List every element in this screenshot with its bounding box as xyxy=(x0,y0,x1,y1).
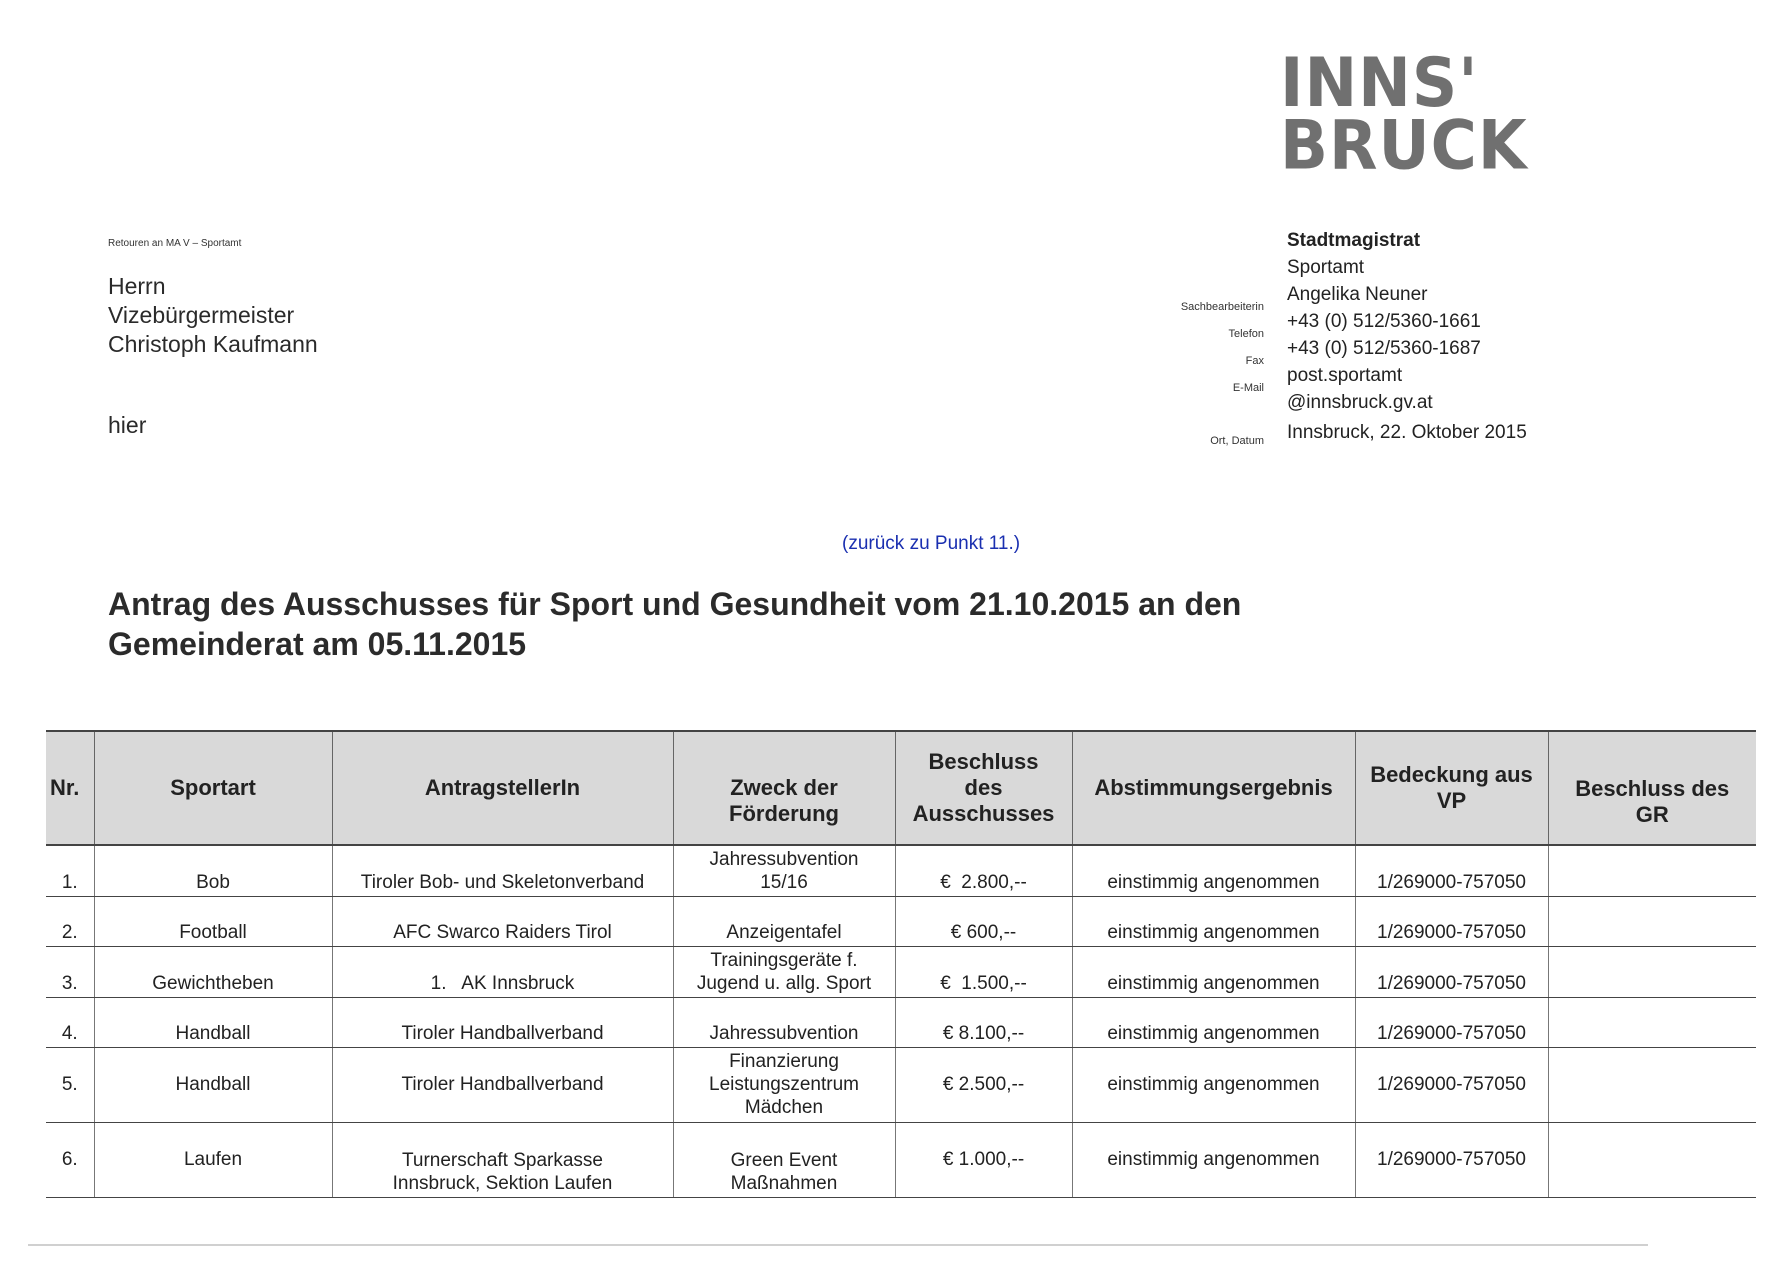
sender-fax: +43 (0) 512/5360-1687 xyxy=(1287,338,1481,359)
cell-vp: 1/269000-757050 xyxy=(1355,1048,1548,1123)
recipient-location: hier xyxy=(108,412,147,438)
cell-betrag: € 2.800,-- xyxy=(895,845,1072,897)
cell-vp: 1/269000-757050 xyxy=(1355,947,1548,998)
header-zweck-line-2: Förderung xyxy=(729,801,839,826)
label-fax: Fax xyxy=(1245,355,1264,367)
cell-betrag: € 8.100,-- xyxy=(895,998,1072,1048)
zweck-line-3: Mädchen xyxy=(744,1096,824,1118)
cell-nr: 6. xyxy=(46,1123,94,1198)
header-gr-line-2: GR xyxy=(1635,802,1669,827)
cell-antragsteller xyxy=(332,947,673,998)
recipient-block xyxy=(108,272,318,359)
title-line-2: Gemeinderat am 05.11.2015 xyxy=(108,626,527,662)
innsbruck-logo xyxy=(1280,43,1528,185)
antragsteller-line-1: Turnerschaft Sparkasse xyxy=(402,1150,603,1171)
zweck-line-2: Jugend u. allg. Sport xyxy=(696,973,872,994)
table-row xyxy=(46,897,1756,947)
antragsteller-line-1: AFC Swarco Raiders Tirol xyxy=(393,922,612,943)
header-abstimmung: Abstimmungsergebnis xyxy=(1072,731,1355,845)
header-beschluss-line-3: Ausschusses xyxy=(912,801,1055,826)
cell-gr xyxy=(1548,998,1756,1048)
zweck-line-1: Jahressubvention xyxy=(709,1023,859,1044)
cell-betrag: € 2.500,-- xyxy=(895,1048,1072,1123)
recipient-title: Vizebürgermeister xyxy=(108,302,295,328)
cell-vp: 1/269000-757050 xyxy=(1355,998,1548,1048)
header-bedeckung-line-1: Bedeckung aus xyxy=(1370,762,1533,787)
sender-department: Sportamt xyxy=(1287,257,1365,278)
zweck-line-1: Green Event xyxy=(730,1150,838,1171)
header-gr xyxy=(1548,731,1756,845)
header-bedeckung-line-2: VP xyxy=(1436,788,1467,813)
cell-ergebnis: einstimmig angenommen xyxy=(1072,845,1355,897)
cell-gr xyxy=(1548,897,1756,947)
sender-email-line-2: @innsbruck.gv.at xyxy=(1287,392,1433,413)
return-address-line: Retouren an MA V – Sportamt xyxy=(108,238,242,249)
header-zweck xyxy=(673,731,895,845)
logo-line-1: INNS' xyxy=(1280,43,1479,123)
header-beschluss xyxy=(895,731,1072,845)
label-place-date: Ort, Datum xyxy=(1210,435,1264,447)
cell-antragsteller xyxy=(332,1123,673,1198)
table-row xyxy=(46,1048,1756,1123)
sender-clerk: Angelika Neuner xyxy=(1287,284,1428,305)
cell-sportart: Bob xyxy=(94,845,332,897)
table-row xyxy=(46,845,1756,897)
cell-gr xyxy=(1548,1048,1756,1123)
label-clerk: Sachbearbeiterin xyxy=(1180,301,1264,313)
sender-phone: +43 (0) 512/5360-1661 xyxy=(1287,311,1481,332)
zweck-line-1: Trainingsgeräte f. xyxy=(710,950,858,971)
zweck-line-1: Jahressubvention xyxy=(709,849,859,870)
recipient-salutation: Herrn xyxy=(108,273,166,299)
cell-vp: 1/269000-757050 xyxy=(1355,1123,1548,1198)
cell-ergebnis: einstimmig angenommen xyxy=(1072,947,1355,998)
funding-table xyxy=(46,730,1756,1198)
antragsteller-line-1: Tiroler Bob- und Skeletonverband xyxy=(360,872,645,893)
cell-ergebnis: einstimmig angenommen xyxy=(1072,1048,1355,1123)
header-beschluss-line-1: Beschluss xyxy=(928,749,1039,774)
page-bottom-rule xyxy=(28,1244,1648,1246)
table-row xyxy=(46,998,1756,1048)
cell-gr xyxy=(1548,1123,1756,1198)
table-header-row xyxy=(46,731,1756,845)
cell-antragsteller xyxy=(332,998,673,1048)
header-sportart: Sportart xyxy=(94,731,332,845)
cell-antragsteller xyxy=(332,845,673,897)
zweck-line-2: Maßnahmen xyxy=(730,1173,838,1194)
cell-zweck xyxy=(673,845,895,897)
cell-gr xyxy=(1548,845,1756,897)
cell-betrag: € 600,-- xyxy=(895,897,1072,947)
cell-antragsteller xyxy=(332,897,673,947)
cell-nr: 3. xyxy=(46,947,94,998)
cell-zweck xyxy=(673,897,895,947)
cell-ergebnis: einstimmig angenommen xyxy=(1072,1123,1355,1198)
cell-nr: 2. xyxy=(46,897,94,947)
cell-zweck xyxy=(673,998,895,1048)
header-gr-line-1: Beschluss des xyxy=(1575,776,1730,801)
antragsteller-line-1: Tiroler Handballverband xyxy=(401,1073,604,1095)
cell-ergebnis: einstimmig angenommen xyxy=(1072,897,1355,947)
antragsteller-line-1: Tiroler Handballverband xyxy=(401,1023,604,1044)
cell-nr: 1. xyxy=(46,845,94,897)
cell-zweck xyxy=(673,1123,895,1198)
zweck-line-2: 15/16 xyxy=(760,872,808,893)
back-to-item-link[interactable]: (zurück zu Punkt 11.) xyxy=(842,533,1021,554)
sender-place-date: Innsbruck, 22. Oktober 2015 xyxy=(1287,422,1527,443)
cell-vp: 1/269000-757050 xyxy=(1355,897,1548,947)
table-row xyxy=(46,1123,1756,1198)
sender-email-line-1: post.sportamt xyxy=(1287,365,1403,386)
cell-betrag: € 1.500,-- xyxy=(895,947,1072,998)
cell-sportart: Handball xyxy=(94,998,332,1048)
header-nr: Nr. xyxy=(46,731,94,845)
label-phone: Telefon xyxy=(1228,328,1264,340)
cell-sportart: Laufen xyxy=(94,1123,332,1198)
label-email: E-Mail xyxy=(1232,382,1264,394)
cell-antragsteller xyxy=(332,1048,673,1123)
header-beschluss-line-2: des xyxy=(964,775,1003,800)
cell-nr: 4. xyxy=(46,998,94,1048)
cell-sportart: Football xyxy=(94,897,332,947)
zweck-line-1: Finanzierung xyxy=(729,1050,839,1072)
header-zweck-line-1: Zweck der xyxy=(730,775,838,800)
logo-line-2: BRUCK xyxy=(1280,106,1528,185)
cell-gr xyxy=(1548,947,1756,998)
cell-betrag: € 1.000,-- xyxy=(895,1123,1072,1198)
cell-sportart: Gewichtheben xyxy=(94,947,332,998)
zweck-line-1: Anzeigentafel xyxy=(726,922,842,943)
cell-ergebnis: einstimmig angenommen xyxy=(1072,998,1355,1048)
cell-zweck xyxy=(673,947,895,998)
cell-nr: 5. xyxy=(46,1048,94,1123)
cell-sportart: Handball xyxy=(94,1048,332,1123)
sender-organisation: Stadtmagistrat xyxy=(1287,230,1421,251)
header-bedeckung xyxy=(1355,731,1548,845)
zweck-line-2: Leistungszentrum xyxy=(709,1073,859,1095)
cell-zweck xyxy=(673,1048,895,1123)
header-antragsteller: AntragstellerIn xyxy=(332,731,673,845)
cell-vp: 1/269000-757050 xyxy=(1355,845,1548,897)
antragsteller-line-1: 1. AK Innsbruck xyxy=(430,973,575,994)
antragsteller-line-2: Innsbruck, Sektion Laufen xyxy=(392,1173,613,1194)
title-line-1: Antrag des Ausschusses für Sport und Gesundheit vom 21.10.2015 an den xyxy=(108,586,1242,622)
table-row xyxy=(46,947,1756,998)
document-title xyxy=(108,584,1408,664)
recipient-name: Christoph Kaufmann xyxy=(108,331,318,357)
